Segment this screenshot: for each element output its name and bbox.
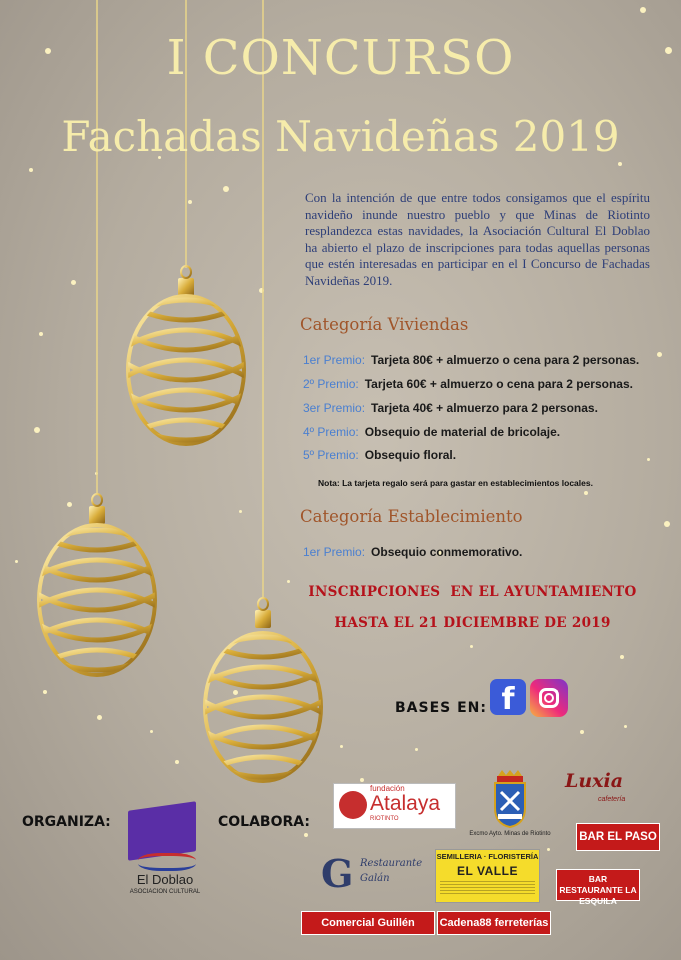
prize-label: 2º Premio: — [303, 377, 359, 391]
galan-line1: Restaurante — [360, 858, 423, 869]
restaurante-galan-text — [360, 856, 422, 886]
ornament-top — [120, 266, 252, 444]
restaurante-galan-g-logo: G — [321, 851, 354, 896]
colabora-label: COLABORA: — [218, 814, 310, 830]
instagram-icon[interactable] — [530, 679, 568, 717]
bar-el-paso-logo: BAR EL PASO — [576, 823, 660, 851]
ayuntamiento-shield-icon — [492, 770, 528, 828]
intro-paragraph: Con la intención de que entre todos consigamos que el espíritu navideño inunde nuestro pueblo y que Minas de Riotinto resplandezca estas navidades, la Asociación Cultural El Doblao ha abierto el plazo de inscripciones para todas aquellas personas que estén interesadas en participar en el I Concurso de Fachadas Navideñas 2019. — [305, 190, 650, 288]
el-valle-name: EL VALLE — [457, 864, 518, 878]
prize-text: Obsequio conmemorativo. — [371, 545, 523, 559]
el-valle-logo — [435, 849, 540, 903]
prize-text: Obsequio de material de bricolaje. — [364, 425, 561, 439]
el-valle-fine-print — [440, 881, 535, 896]
el-doblao-flag-logo — [128, 801, 196, 861]
prize-viviendas-2 — [303, 377, 633, 391]
el-doblao-waves-logo — [138, 853, 196, 871]
prize-label: 1er Premio: — [303, 545, 366, 559]
contest-subtitle: Fachadas Navideñas 2019 — [61, 112, 620, 161]
prize-text: Obsequio floral. — [364, 448, 457, 462]
cadena88-logo: Cadena88 ferreterías — [437, 911, 551, 935]
atalaya-top-text: fundación — [370, 784, 405, 793]
prize-label: 1er Premio: — [303, 353, 366, 367]
prize-viviendas-5 — [303, 448, 456, 462]
el-doblao-name: El Doblao — [136, 872, 194, 887]
inscripciones-line1: INSCRIPCIONES EN EL AYUNTAMIENTO — [308, 584, 637, 600]
prize-label: 4º Premio: — [303, 425, 359, 439]
ayuntamiento-caption: Excmo Ayto. Minas de Riotinto — [469, 831, 551, 837]
atalaya-emblem-icon — [339, 791, 367, 819]
prize-establecimiento-1 — [303, 545, 522, 559]
prize-text: Tarjeta 80€ + almuerzo o cena para 2 personas. — [371, 353, 640, 367]
ornament-left — [30, 494, 164, 675]
organiza-label: ORGANIZA: — [22, 814, 111, 830]
gift-card-note: Nota: La tarjeta regalo será para gastar en establecimientos locales. — [318, 478, 593, 488]
prize-viviendas-1 — [303, 353, 639, 367]
bases-label: BASES EN: — [395, 700, 487, 716]
prize-viviendas-3 — [303, 401, 598, 415]
contest-title: I CONCURSO — [166, 30, 515, 86]
prize-label: 5º Premio: — [303, 448, 359, 462]
atalaya-subtitle: RIOTINTO — [370, 816, 399, 822]
prize-text: Tarjeta 60€ + almuerzo o cena para 2 personas. — [364, 377, 633, 391]
fundacion-atalaya-logo — [333, 783, 456, 829]
prize-text: Tarjeta 40€ + almuerzo para 2 personas. — [371, 401, 598, 415]
prize-label: 3er Premio: — [303, 401, 366, 415]
el-doblao-subtitle: ASOCIACION CULTURAL — [129, 889, 201, 895]
galan-line2: Galán — [360, 873, 390, 884]
inscripciones-line2: HASTA EL 21 DICIEMBRE DE 2019 — [334, 615, 611, 631]
facebook-icon[interactable]: f — [490, 679, 526, 715]
bar-la-esquila-logo: BAR RESTAURANTE LA ESQUILA — [556, 869, 640, 901]
comercial-guillen-logo: Comercial Guillén — [301, 911, 435, 935]
luxia-logo: Luxia — [565, 770, 624, 792]
luxia-subtitle: cafetería — [598, 796, 626, 803]
category-viviendas-title: Categoría Viviendas — [300, 315, 469, 334]
atalaya-name: Atalaya — [370, 792, 441, 815]
category-establecimiento-title: Categoría Establecimiento — [300, 507, 523, 526]
prize-viviendas-4 — [303, 425, 560, 439]
el-valle-top: SEMILLERIA · FLORISTERÍA — [436, 852, 539, 861]
